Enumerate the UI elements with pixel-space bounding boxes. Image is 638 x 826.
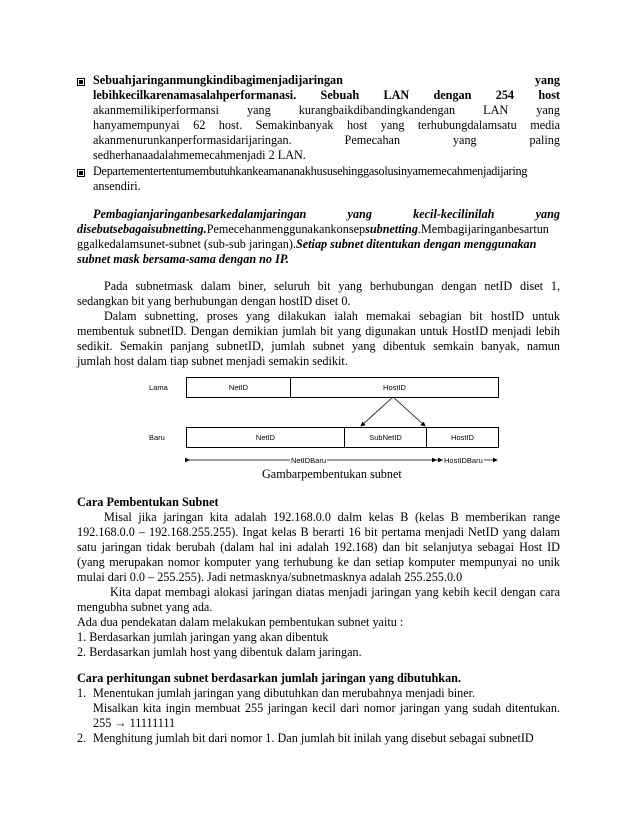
para1-line1: Pembagianjaringanbesarkedalamjaringan yang kecil-kecilinilah yang: [93, 207, 560, 221]
section1-title: Cara Pembentukan Subnet: [77, 495, 219, 509]
bullet2-line1: Departementertentumembutuhkankeamananakhususehinggasolusinyamemecahmenjadijaring: [93, 164, 528, 178]
section1-line4: (yang merupakan nomor komputer yang terhubung ke dan setiap komputer mempunyai no unik: [77, 555, 560, 569]
diagram-hostid: HostID: [383, 383, 406, 392]
section2-item1-line1: Menentukan jumlah jaringan yang dibutuhkan dan merubahnya menjadi biner.: [93, 686, 476, 700]
bullet2-line2: ansendiri.: [93, 179, 141, 193]
diagram-netid-baru-label: NetIDBaru: [291, 456, 327, 465]
section1-line7: mengubha subnet yang ada.: [77, 600, 213, 614]
diagram-hostid-baru-label: HostIDBaru: [444, 456, 483, 465]
section1-line8: Ada dua pendekatan dalam melakukan pembentukan subnet yaitu :: [77, 615, 404, 629]
para1-line3-normal: ggalkedalamsunet-subnet (sub-sub jaringan).: [77, 237, 296, 251]
para1-line2-bold: disebutsebagaisubnetting.: [77, 222, 207, 236]
para1-line2-normal2: .Membagijaringanbesartun: [417, 222, 549, 236]
para2-line5: sedikit. Semakin panjang subnetID, jumlah subnet yang dibentuk semkain banyak, namun: [77, 339, 560, 353]
bullet1-line3: akanmemilikiperformansi yang kurangbaikdibandingkandengan LAN yang: [93, 103, 560, 117]
diagram-netid: NetID: [228, 383, 249, 392]
section1-line5: mulai dari 0.0 – 255.255). Jadi netmasknya/subnetmasknya adalah 255.255.0.0: [77, 570, 463, 584]
bullet1-line1: Sebuahjaringanmungkindibagimenjadijaringan yang: [93, 73, 560, 87]
diagram-baru-label: Baru: [149, 433, 165, 442]
section1-line3: satu jaringan tidak berubah (dalam hal ini adalah 192.168) dan bit selanjutya sebagai Host ID: [77, 540, 560, 554]
para2-line4: membentuk subnetID. Dengan demikian jumlah bit yang digunakan untuk HostID menjadi lebih: [77, 324, 560, 338]
para1-line2: [77, 222, 549, 237]
bullet1-line2: lebihkecilkarenamasalahperformanasi. Sebuah LAN dengan 254 host: [93, 88, 560, 102]
section2-item2-number: 2.: [77, 731, 87, 745]
section2-item2-line1: Menghitung jumlah bit dari nomor 1. Dan jumlah bit inilah yang disebut sebagai subnetID: [93, 731, 534, 745]
para1-line2-bold2: subnetting: [365, 222, 418, 236]
section1-line9: 1. Berdasarkan jumlah jaringan yang akan dibentuk: [77, 630, 329, 644]
figure-caption: Gambarpembentukan subnet: [262, 467, 402, 481]
section1-line2: 192.168.0.0 – 192.168.255.255). Ingat kelas B berarti 16 bit pertama menjadi NetID yang dalam: [77, 525, 560, 539]
para2-line1: Pada subnetmask dalam biner, seluruh bit yang berhubungan dengan netID diset 1,: [104, 279, 560, 293]
diagram-lama-label: Lama: [149, 383, 168, 392]
bullet1-line4: hanyamempunyai 62 host. Semakinbanyak host yang terhubungdalamsatu media: [93, 118, 560, 132]
section1-line6: Kita dapat membagi alokasi jaringan diatas menjadi jaringan yang kebih kecil dengan cara: [110, 585, 560, 599]
diagram-lama-box: [186, 377, 499, 398]
diagram-hostid-baru: HostID: [451, 433, 474, 442]
diagram-subnetid: SubNetID: [369, 433, 402, 442]
bullet1-line5: akanmenurunkanperformasidarijaringan. Pemecahan yang paling: [93, 133, 560, 147]
diagram-split-arrow-right: [393, 397, 425, 426]
bullet-marker-icon: [77, 78, 85, 86]
section1-line1: Misal jika jaringan kita adalah 192.168.0.0 dalm kelas B (kelas B memberikan range: [104, 510, 560, 524]
section2-item1-number: 1.: [77, 686, 87, 700]
section1-line10: 2. Berdasarkan jumlah host yang dibentuk dalam jaringan.: [77, 645, 362, 659]
section2-title: Cara perhitungan subnet berdasarkan jumlah jaringan yang dibutuhkan.: [77, 671, 462, 685]
para1-line4: subnet mask bersama-sama dengan no IP.: [77, 252, 289, 266]
para1-line3-bold: Setiap subnet ditentukan dengan menggunakan: [295, 237, 537, 251]
para2-line3: Dalam subnetting, proses yang dilakukan ialah memakai sebagian bit hostID untuk: [104, 309, 560, 323]
bullet-marker-icon: [77, 169, 85, 177]
para2-line2: sedangkan bit yang berhubungan dengan hostID diset 0.: [77, 294, 351, 308]
para1-line2-normal: Pemecehanmenggunakankonsep: [206, 222, 366, 236]
section2-item1-line3: 255 → 11111111: [93, 716, 176, 730]
diagram-netid-baru: NetID: [255, 433, 276, 442]
bullet1-line6: sedherhanaadalahmemecahmenjadi 2 LAN.: [93, 148, 306, 162]
para1-line3: [77, 237, 536, 252]
section2-item1-line2: Misalkan kita ingin membuat 255 jaringan kecil dari nomor jaringan yang sudah ditentukan.: [93, 701, 560, 715]
diagram-baru-box: [186, 427, 499, 448]
para2-line6: jumlah host dalam tiap subnet menjadi semakin sedikit.: [77, 354, 348, 368]
diagram-split-arrow-left: [361, 397, 393, 426]
